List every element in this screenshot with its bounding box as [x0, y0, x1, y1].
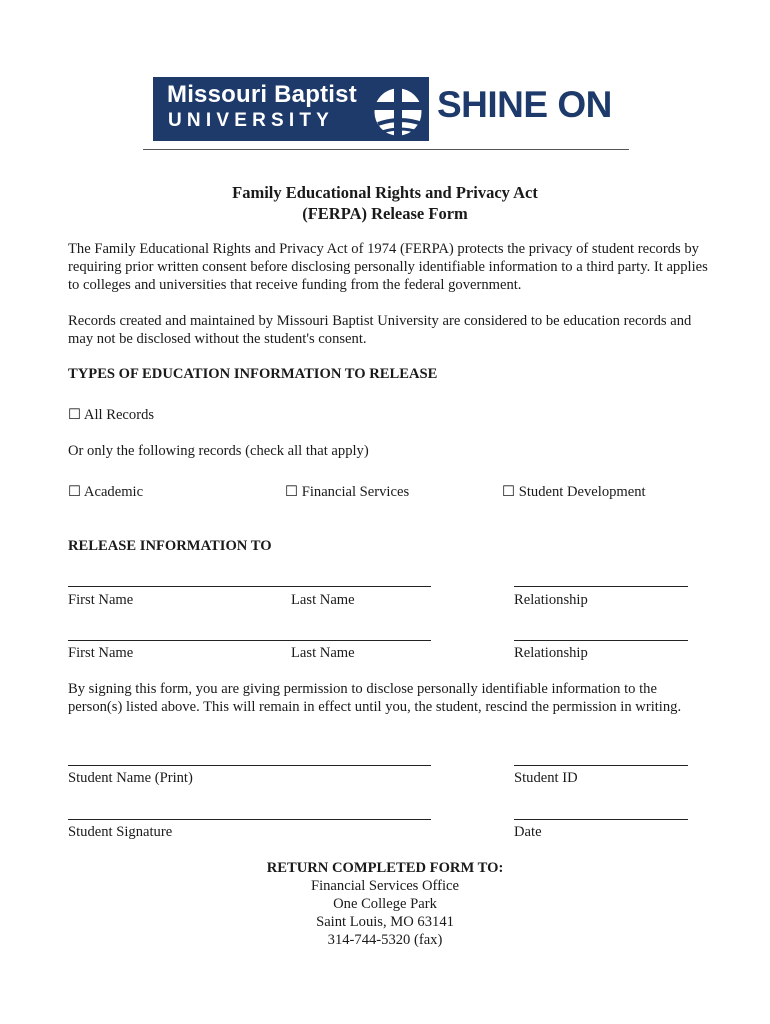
relationship-label-1: Relationship: [514, 592, 588, 608]
form-title-line2: (FERPA) Release Form: [302, 204, 468, 223]
student-signature-field[interactable]: [68, 819, 431, 820]
student-name-label: Student Name (Print): [68, 770, 193, 786]
checkbox-all-records[interactable]: ☐ All Records: [68, 407, 155, 423]
return-city: Saint Louis, MO 63141: [316, 914, 454, 930]
types-heading: TYPES OF EDUCATION INFORMATION TO RELEASE: [68, 366, 438, 382]
student-id-label: Student ID: [514, 770, 578, 786]
student-id-field[interactable]: [514, 765, 688, 766]
date-label: Date: [514, 824, 542, 840]
name-field-1[interactable]: [68, 586, 431, 587]
first-name-label-2: First Name: [68, 645, 134, 661]
first-name-label-1: First Name: [68, 592, 134, 608]
only-following-text: Or only the following records (check all that apply): [68, 443, 369, 459]
intro-paragraph-2: Records created and maintained by Missouri Baptist University are considered to be education records and may not be disclosed without the student's consent.: [68, 313, 692, 347]
relationship-field-2[interactable]: [514, 640, 688, 641]
student-name-field[interactable]: [68, 765, 431, 766]
return-heading: RETURN COMPLETED FORM TO:: [266, 860, 504, 876]
header-divider: [143, 149, 629, 150]
checkbox-academic[interactable]: ☐ Academic: [68, 484, 144, 500]
name-field-2[interactable]: [68, 640, 431, 641]
logo-line1: Missouri Baptist: [167, 81, 357, 108]
relationship-label-2: Relationship: [514, 645, 588, 661]
date-field[interactable]: [514, 819, 688, 820]
release-heading: RELEASE INFORMATION TO: [68, 538, 272, 554]
return-office: Financial Services Office: [310, 878, 460, 894]
form-title-line1: Family Educational Rights and Privacy Act: [232, 183, 538, 202]
checkbox-financial-services[interactable]: ☐ Financial Services: [285, 484, 410, 500]
relationship-field-1[interactable]: [514, 586, 688, 587]
consent-paragraph: By signing this form, you are giving permission to disclose personally identifiable information to the person(s) listed above. This will remain in effect until you, the student, rescind the permission in writing.: [68, 681, 682, 715]
last-name-label-2: Last Name: [291, 645, 355, 661]
intro-paragraph-1: The Family Educational Rights and Privacy Act of 1974 (FERPA) protects the privacy of student records by requiring prior written consent before disclosing personally identifiable information to a third party. It applies to colleges and universities that receive funding from the federal government.: [68, 241, 708, 293]
return-fax: 314-744-5320 (fax): [327, 932, 443, 948]
last-name-label-1: Last Name: [291, 592, 355, 608]
return-street: One College Park: [333, 896, 437, 912]
return-address: [0, 859, 770, 949]
checkbox-student-development[interactable]: ☐ Student Development: [502, 484, 646, 500]
student-signature-label: Student Signature: [68, 824, 173, 840]
logo-tagline: SHINE ON: [437, 84, 612, 125]
logo-line2: UNIVERSITY: [168, 110, 335, 131]
shield-emblem-icon: [360, 80, 440, 142]
